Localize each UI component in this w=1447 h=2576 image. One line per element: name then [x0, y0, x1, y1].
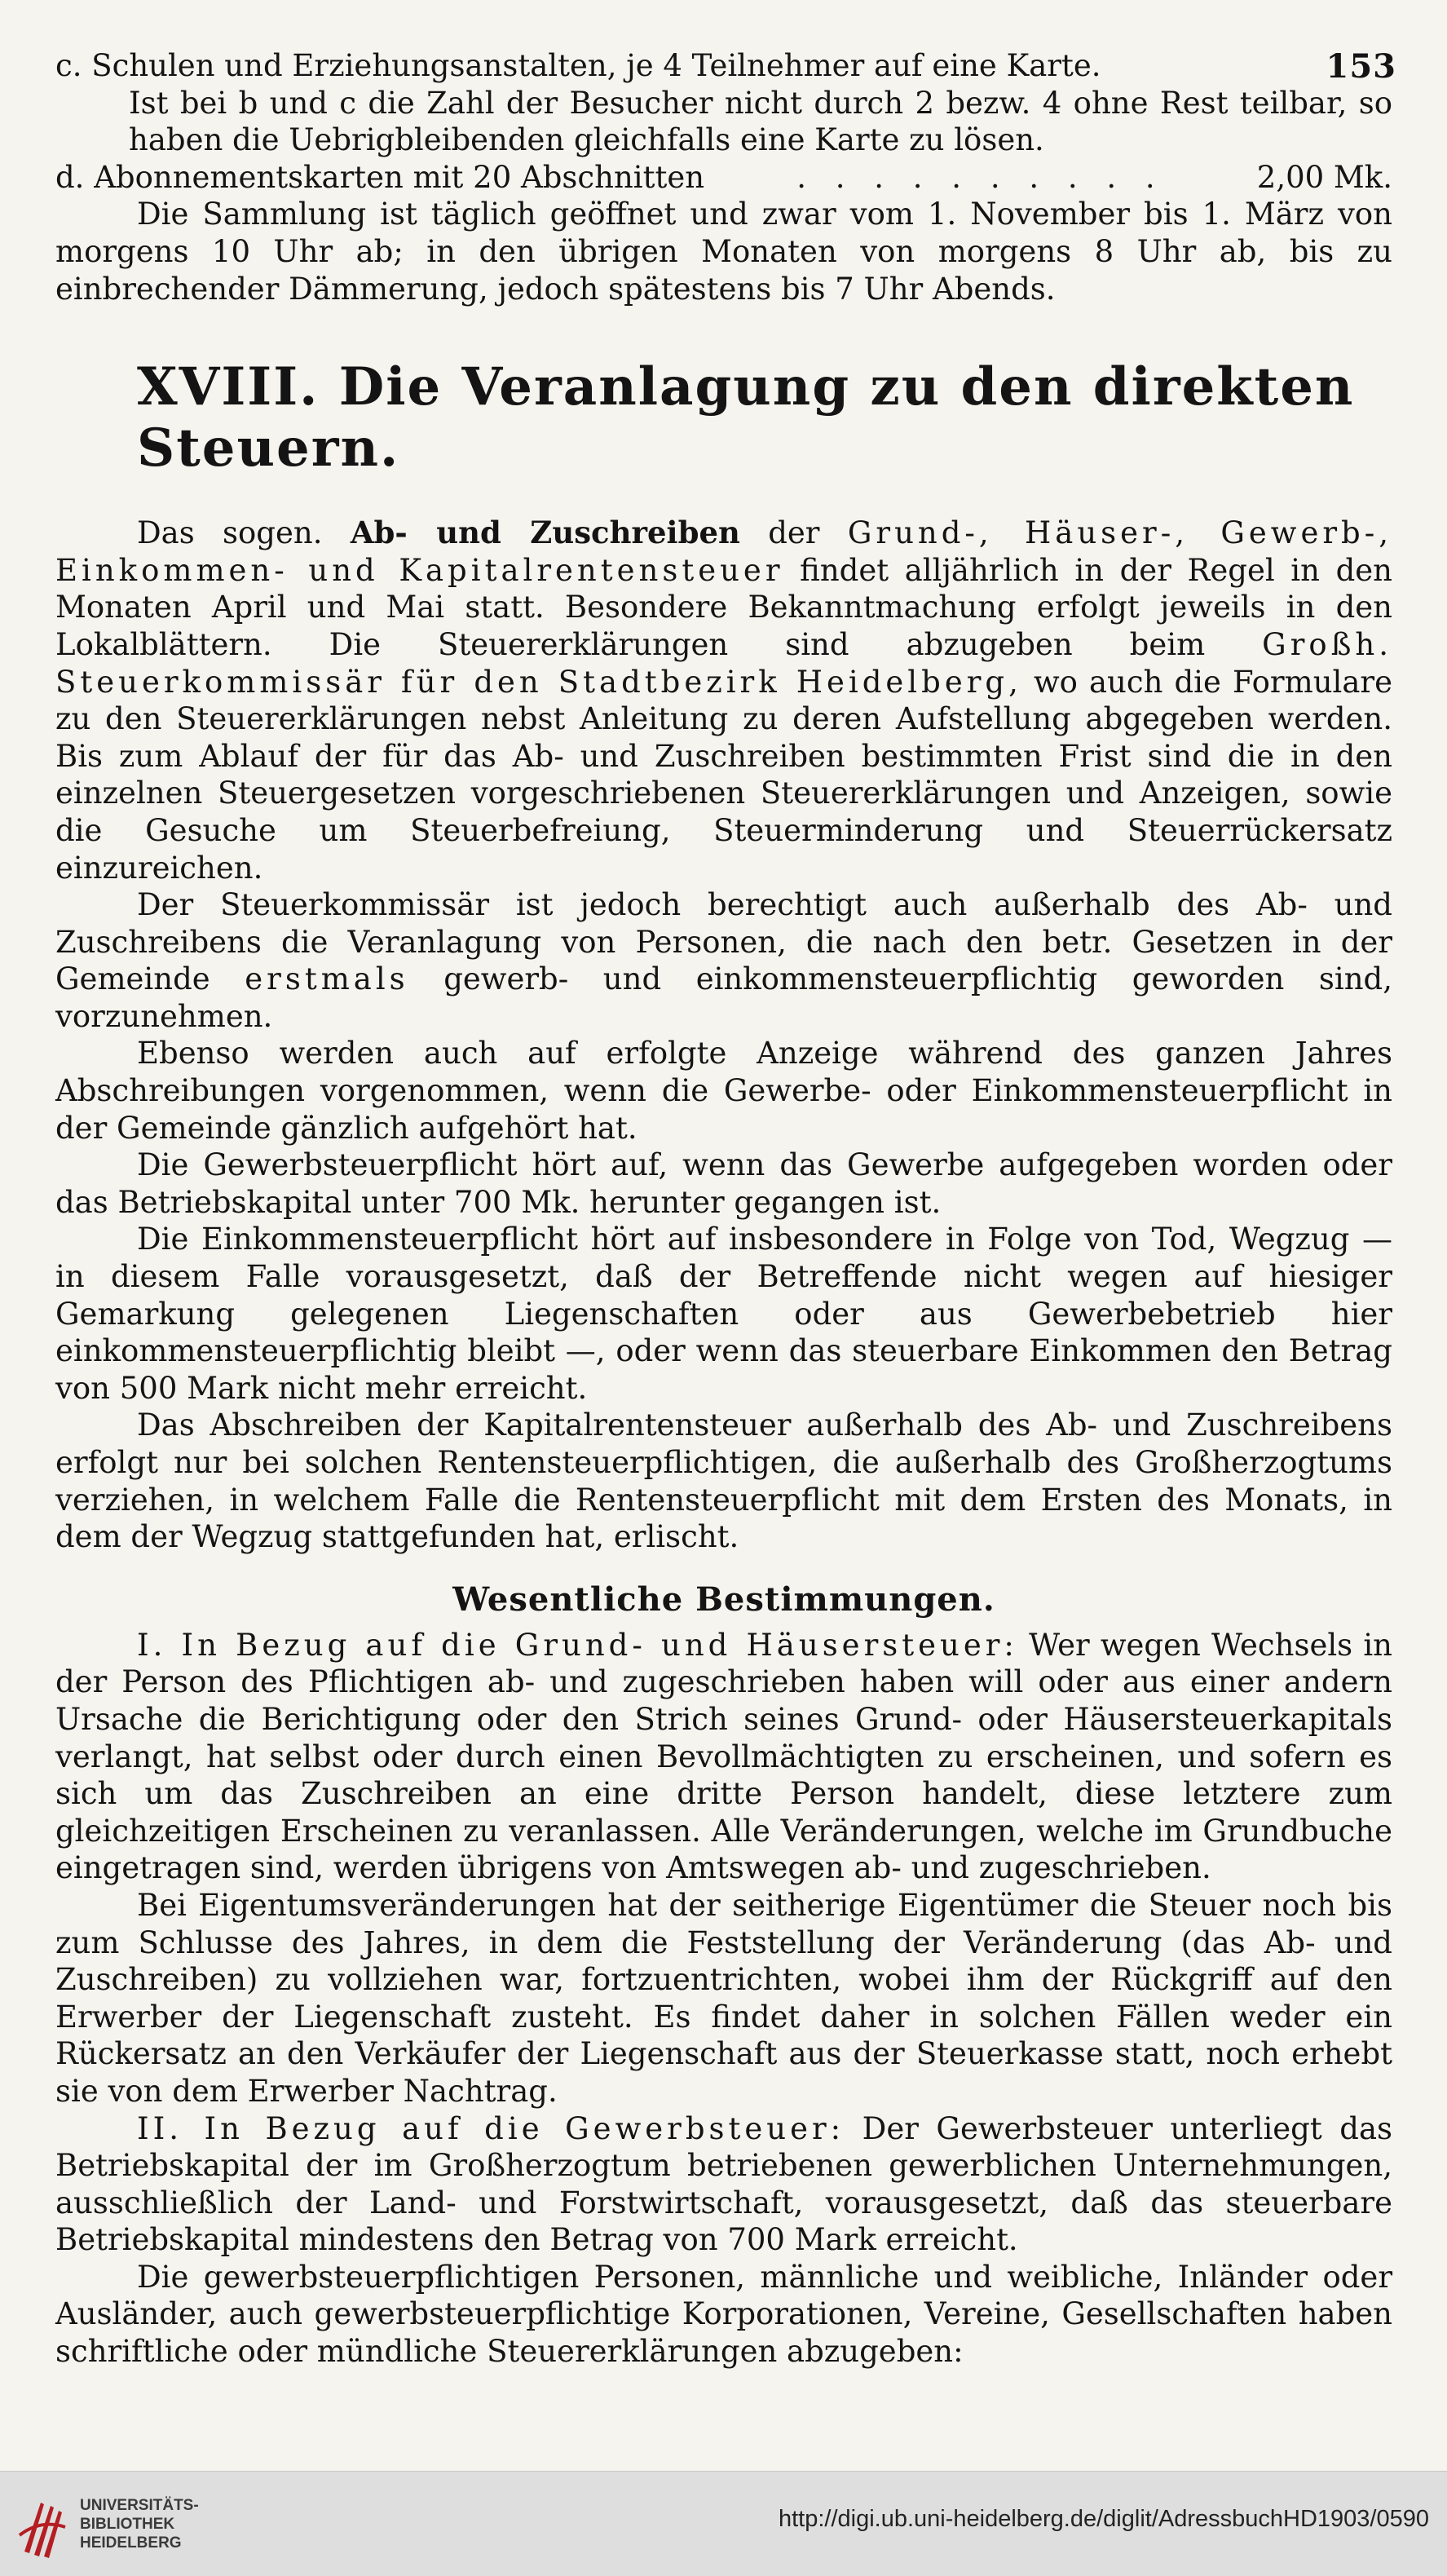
list-item-d — [55, 159, 1392, 197]
text-run: Der Gewerbsteuer unterliegt das Betriebskapital der im Großherzogtum betriebenen gewerblichen Unternehmungen, ausschließlich der Land- und Forstwirtschaft, vorausgesetzt, daß das steuerbare Betriebskapital mindestens den Betrag von 700 Mark erreicht. — [55, 2110, 1392, 2258]
section-heading: XVIII. Die Veranlagung zu den direkten Steuern. — [137, 356, 1355, 479]
institution-line: HEIDELBERG — [80, 2534, 182, 2552]
section-paragraph-6: Das Abschreiben der Kapitalrentensteuer außerhalb des Ab- und Zuschreibens erfolgt nur bei solchen Rentensteuerpflichtigen, die außerhalb des Großherzogtums verziehen, in welchem Falle die Rentensteuerpflicht mit dem Ersten des Monats, in dem der Wegzug stattgefunden hat, erlischt. — [55, 1407, 1392, 1555]
viewer-footer — [0, 2471, 1447, 2576]
spaced-term: Grund-, Häuser-, Gewerb-, Einkommen- und Kapitalrentensteuer — [55, 515, 1392, 588]
section-paragraph-3: Ebenso werden auch auf erfolgte Anzeige während des ganzen Jahres Abschreibungen vorgenommen, wenn die Gewerbe- oder Einkommensteuerpflicht in der Gemeinde gänzlich aufgehört hat. — [55, 1036, 1392, 1146]
text-run: der — [768, 515, 820, 551]
list-note: Ist bei b und c die Zahl der Besucher nicht durch 2 bezw. 4 ohne Rest teilbar, so haben die Uebrigbleibenden gleichfalls eine Karte zu lösen. — [129, 85, 1392, 158]
institution-line: UNIVERSITÄTS- — [80, 2497, 199, 2514]
list-item-d-label: d. Abonnementskarten mit 20 Abschnitten — [55, 159, 705, 195]
text-run: Das sogen. — [137, 515, 323, 551]
institution-name — [80, 2496, 199, 2552]
institution-line: BIBLIOTHEK — [80, 2516, 175, 2533]
subsection-paragraph-2: Bei Eigentumsveränderungen hat der seitherige Eigentümer die Steuer noch bis zum Schlusse des Jahres, in dem die Feststellung der Veränderung (das Ab- und Zuschreiben) zu vollziehen war, fortzuentrichten, wobei ihm der Rückgriff auf den Erwerber der Liegenschaft zusteht. Es findet daher in solchen Fällen weder ein Rückersatz an den Verkäufer der Liegenschaft aus der Steuerkasse statt, noch erhebt sie von dem Erwerber Nachtrag. — [55, 1887, 1392, 2109]
bold-term: Ab- und Zuschreiben — [350, 515, 740, 551]
section-paragraph-5: Die Einkommensteuerpflicht hört auf insbesondere in Folge von Tod, Wegzug — in diesem Falle vorausgesetzt, daß der Betreffende nicht wegen auf hiesiger Gemarkung gelegenen Liegenschaften oder aus Gewerbebetrieb hier einkommensteuerpflichtig bleibt —, oder wenn das steuerbare Einkommen den Betrag von 500 Mark nicht mehr erreicht. — [55, 1222, 1392, 1406]
subsection-heading: Wesentliche Bestimmungen. — [452, 1580, 995, 1619]
section-paragraph-2 — [55, 886, 1392, 1035]
spaced-heading: I. In Bezug auf die Grund- und Häusersteuer: — [137, 1627, 1018, 1663]
subsection-paragraph-1 — [55, 1627, 1392, 1887]
text-run: Wer wegen Wechsels in der Person des Pflichtigen ab- und zugeschrieben haben will oder aus einer andern Ursache die Berichtigung oder den Strich seines Grund- oder Häusersteuerkapitals verlangt, hat selbst oder durch einen Bevollmächtigten zu erscheinen, und sofern es sich um das Zuschreiben an eine dritte Person handelt, diese letztere zum gleichzeitigen Erscheinen zu veranlassen. Alle Veränderungen, welche im Grundbuche eingetragen sind, werden übrigens von Amtswegen ab- und zugeschrieben. — [55, 1627, 1392, 1886]
list-item-c: c. Schulen und Erziehungsanstalten, je 4 Teilnehmer auf eine Karte. — [55, 48, 1101, 83]
section-paragraph-1 — [55, 515, 1392, 886]
spaced-term: erstmals — [245, 961, 409, 997]
subsection-paragraph-3 — [55, 2110, 1392, 2259]
text-run: Der Steuerkommissär ist jedoch berechtigt auch außerhalb des Ab- und Zuschreibens die Veranlagung von Personen, die nach den betr. Gesetzen in der Gemeinde — [55, 887, 1392, 997]
text-run: wo auch die Formulare zu den Steuererklärungen nebst Anleitung zu deren Aufstellung abgegeben werden. Bis zum Ablauf der für das Ab- und Zuschreiben bestimmten Frist sind die in den einzelnen Steuergesetzen vorgeschriebenen Steuererklärungen und Anzeigen, sowie die Gesuche um Steuerbefreiung, Steuerminderung und Steuerrückersatz einzureichen. — [55, 664, 1392, 886]
list-item-d-price: 2,00 Mk. — [1256, 159, 1392, 195]
text-run: findet alljährlich in der Regel in den Monaten April und Mai statt. Besondere Bekanntmachung erfolgt jeweils in den Lokalblättern. Die Steuererklärungen sind abzugeben beim — [55, 552, 1392, 662]
page-content — [55, 47, 1392, 2371]
permalink-url[interactable]: http://digi.ub.uni-heidelberg.de/diglit/AdressbuchHD1903/0590 — [778, 2506, 1429, 2532]
opening-hours: Die Sammlung ist täglich geöffnet und zwar vom 1. November bis 1. März von morgens 10 Uhr ab; in den übrigen Monaten von morgens 8 Uhr ab, bis zu einbrechender Dämmerung, jedoch spätestens bis 7 Uhr Abends. — [55, 197, 1392, 307]
spaced-office: Großh. Steuerkommissär für den Stadtbezirk Heidelberg, — [55, 626, 1392, 700]
subsection-paragraph-4: Die gewerbsteuerpflichtigen Personen, männliche und weibliche, Inländer oder Ausländer, auch gewerbsteuerpflichtige Korporationen, Vereine, Gesellschaften haben schriftliche oder mündliche Steuererklärungen abzugeben: — [55, 2259, 1392, 2370]
text-run: gewerb- und einkommensteuerpflichtig geworden sind, vorzunehmen. — [55, 961, 1392, 1034]
spaced-heading: II. In Bezug auf die Gewerbsteuer: — [137, 2110, 845, 2146]
university-library-logo-icon — [16, 2486, 68, 2560]
dot-leader: . . . . . . . . . . — [796, 159, 1165, 195]
page-number: 153 — [1326, 47, 1396, 86]
section-paragraph-4: Die Gewerbsteuerpflicht hört auf, wenn das Gewerbe aufgegeben worden oder das Betriebskapital unter 700 Mk. herunter gegangen ist. — [55, 1147, 1392, 1220]
